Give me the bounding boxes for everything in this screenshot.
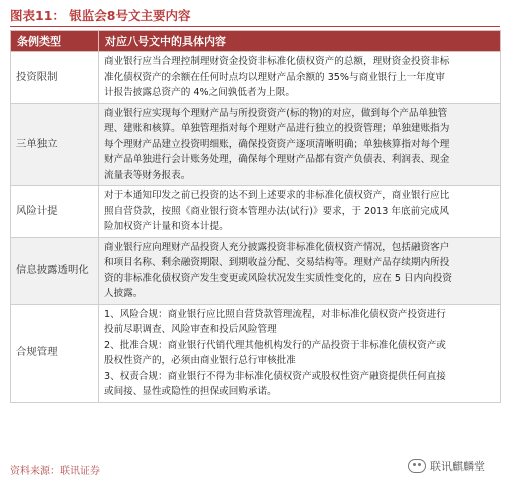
row-content <box>99 237 501 304</box>
header-content: 对应八号文中的具体内容 <box>99 31 501 52</box>
row-term: 合规管理 <box>11 304 99 402</box>
table-row <box>11 304 501 402</box>
row-term: 三单独立 <box>11 103 99 186</box>
watermark <box>408 458 485 474</box>
content-line: 每个理财产品建立投资明细账，确保投资资产逐项清晰明确；单独核算指对每个理 <box>104 138 450 150</box>
watermark-text: 联讯麒麟堂 <box>430 460 485 473</box>
content-line: 计报告披露总资产的 4%之间孰低者为上限。 <box>104 87 295 98</box>
content-line: 财产品单独进行会计账务处理，确保每个理财产品都有资产负债表、利润表、现金 <box>104 154 450 165</box>
wechat-icon <box>408 459 426 473</box>
content-line: 理、建账和核算。单独管理指对每个理财产品进行独立的投资管理；单独建账指为 <box>104 123 450 134</box>
content-line: 商业银行应当合理控制理财资金投资非标准化债权资产的总额，理财资金投资非标 <box>104 56 450 67</box>
row-term: 投资限制 <box>11 52 99 104</box>
row-term: 风险计提 <box>11 186 99 238</box>
row-content <box>99 52 501 104</box>
table-row <box>11 237 501 304</box>
table-row <box>11 103 501 186</box>
content-line: 商业银行应实现每个理财产品与所投资资产(标的物)的对应，做到每个产品单独管 <box>104 107 448 119</box>
content-line: 1、风险合规：商业银行应比照自营贷款管理流程，对非标准化债权资产投资进行 <box>104 308 446 320</box>
content-line: 人披露。 <box>104 288 143 299</box>
content-line: 险加权资产计量和资本计提。 <box>104 221 229 232</box>
content-line: 资的非标准化债权资产发生变更或风险状况发生实质性变化的，应在 5 日内向投资 <box>104 272 452 284</box>
table-header-row <box>11 31 501 52</box>
content-line: 准化债权资产的余额在任何时点均以理财产品余额的 35%与商业银行上一年度审 <box>104 71 445 83</box>
row-content <box>99 304 501 402</box>
content-line: 对于本通知印发之前已投资的达不到上述要求的非标准化债权资产，商业银行应比 <box>104 190 450 201</box>
content-line: 流量表等财务报表。 <box>104 169 191 181</box>
figure-title-text: 图表11： 银监会8号文主要内容 <box>10 8 191 23</box>
source-note: 资料来源：联讯证券 <box>10 466 100 477</box>
content-line: 商业银行应向理财产品投资人充分披露投资非标准化债权资产情况，包括融资客户 <box>104 241 450 253</box>
content-line: 照自营贷款，按照《商业银行资本管理办法(试行)》要求，于 2013 年底前完成风 <box>104 205 449 217</box>
table-row <box>11 186 501 238</box>
content-line: 2、批准合规：商业银行代销代理其他机构发行的产品投资于非标准化债权资产或 <box>104 339 446 351</box>
row-content <box>99 186 501 238</box>
title-underline <box>10 26 500 27</box>
header-type: 条例类型 <box>11 31 99 52</box>
row-content <box>99 103 501 186</box>
content-line: 和项目名称、剩余融资期限、到期收益分配、交易结构等。理财产品存续期内所投 <box>104 257 450 268</box>
content-line: 股权性资产的，必须由商业银行总行审核批准 <box>104 355 296 366</box>
row-term: 信息披露透明化 <box>11 237 99 304</box>
content-line: 3、权责合规：商业银行不得为非标准化债权资产或股权性资产融资提供任何直接 <box>104 370 446 382</box>
figure-title <box>10 6 500 26</box>
content-line: 投前尽职调查、风险审查和投后风险管理 <box>104 324 277 335</box>
table-row <box>11 52 501 104</box>
content-line: 或间接、显性或隐性的担保或回购承诺。 <box>104 386 277 397</box>
content-table <box>10 30 501 403</box>
